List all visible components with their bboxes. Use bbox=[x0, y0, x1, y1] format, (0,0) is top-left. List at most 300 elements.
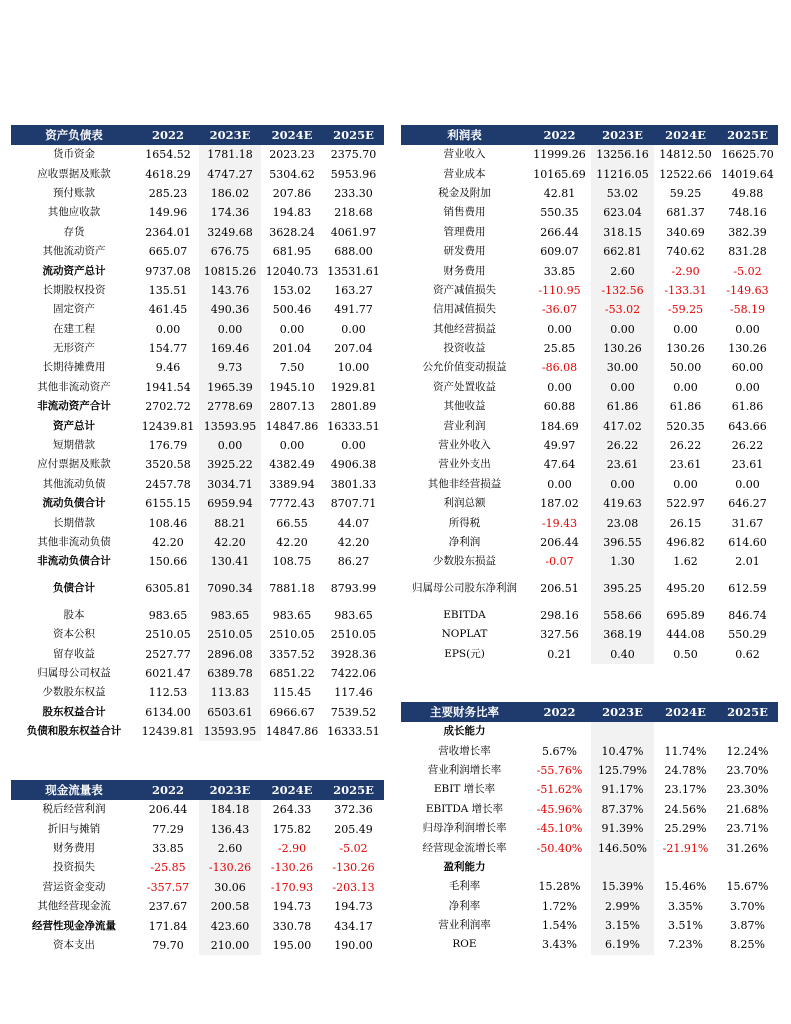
table-title: 资产负债表 bbox=[11, 125, 137, 145]
cell-value: 2510.05 bbox=[199, 625, 261, 644]
cell-value: 2364.01 bbox=[145, 225, 191, 239]
cell-value: 1.72% bbox=[542, 899, 577, 913]
cell-value: 0.00 bbox=[547, 477, 572, 491]
table-row bbox=[401, 320, 778, 339]
table-row bbox=[401, 533, 778, 552]
cell-value: -5.02 bbox=[339, 841, 368, 855]
cell-value: 150.66 bbox=[148, 555, 188, 569]
cell-value: 665.07 bbox=[148, 245, 188, 259]
table-row bbox=[401, 416, 778, 435]
row-label: 负债和股东权益合计 bbox=[26, 725, 122, 738]
cell-value: 233.30 bbox=[334, 186, 373, 200]
row-label: 在建工程 bbox=[53, 322, 95, 335]
cell-value: 1965.39 bbox=[199, 378, 261, 397]
cell-value: 6.19% bbox=[591, 935, 654, 954]
cell-value: 14812.50 bbox=[659, 148, 712, 162]
cell-value: 12040.73 bbox=[265, 264, 319, 278]
cell-value: 33.85 bbox=[152, 841, 184, 855]
table-row bbox=[401, 184, 778, 203]
table-row bbox=[11, 145, 384, 164]
table-row bbox=[11, 184, 384, 203]
table-row bbox=[11, 223, 384, 242]
table-row bbox=[401, 145, 778, 164]
row-label: 其他流动负债 bbox=[42, 477, 106, 490]
cell-value: 8707.71 bbox=[330, 497, 377, 511]
cell-value: 88.21 bbox=[199, 513, 261, 532]
cell-value: -149.63 bbox=[726, 283, 769, 297]
cell-value: 53.02 bbox=[591, 184, 654, 203]
table-row bbox=[401, 897, 778, 916]
cell-value: -36.07 bbox=[541, 303, 578, 317]
cell-value: 60.00 bbox=[731, 361, 764, 375]
cell-value: 7.50 bbox=[279, 361, 305, 375]
cell-value: 396.55 bbox=[591, 533, 654, 552]
cell-value: 175.82 bbox=[272, 822, 312, 836]
cell-value: -170.93 bbox=[270, 880, 314, 894]
row-label: 其他经营损益 bbox=[433, 322, 496, 335]
cell-value: 681.37 bbox=[666, 206, 705, 220]
cell-value: 190.00 bbox=[334, 938, 373, 952]
row-label: 营业利润率 bbox=[438, 919, 491, 932]
cell-value: 5.67% bbox=[542, 744, 577, 758]
cell-value: 0.50 bbox=[673, 647, 698, 661]
cell-value: 0.00 bbox=[199, 320, 261, 339]
cell-value: 4061.97 bbox=[330, 225, 377, 239]
row-label: 盈利能力 bbox=[443, 860, 486, 873]
row-label: 税金及附加 bbox=[438, 186, 491, 199]
cell-value: 2527.77 bbox=[145, 647, 191, 661]
table-row bbox=[401, 625, 778, 644]
cell-value: 218.68 bbox=[334, 206, 373, 220]
cell-value: 30.06 bbox=[199, 878, 261, 897]
row-label: 经营性现金净流量 bbox=[32, 919, 116, 932]
cell-value: 205.49 bbox=[334, 822, 373, 836]
row-label: 其他应收款 bbox=[47, 206, 101, 219]
table-row bbox=[11, 533, 384, 552]
row-label: 营运资金变动 bbox=[42, 880, 106, 893]
cell-value: 14847.86 bbox=[265, 725, 319, 739]
cell-value: 77.29 bbox=[152, 822, 184, 836]
row-label: 少数股东权益 bbox=[42, 686, 106, 699]
row-label: 归母净利润增长率 bbox=[422, 822, 507, 835]
cell-value: 23.08 bbox=[591, 513, 654, 532]
table-header-row bbox=[401, 702, 778, 722]
cell-value: 330.78 bbox=[272, 919, 312, 933]
cell-value: -2.90 bbox=[671, 264, 700, 278]
table-row bbox=[11, 261, 384, 280]
cell-value: 3801.33 bbox=[330, 477, 377, 491]
row-label: EPS(元) bbox=[444, 647, 485, 660]
cell-value: -25.85 bbox=[150, 861, 186, 875]
cell-value: -133.31 bbox=[664, 283, 707, 297]
cell-value: 0.00 bbox=[673, 380, 698, 394]
cell-value: -132.56 bbox=[591, 281, 654, 300]
cell-value: 0.00 bbox=[591, 320, 654, 339]
cell-value: 444.08 bbox=[666, 628, 705, 642]
cell-value: 0.00 bbox=[735, 477, 760, 491]
cell-value: 163.27 bbox=[334, 283, 373, 297]
cell-value: 983.65 bbox=[334, 608, 373, 622]
cell-value: 8.25% bbox=[730, 938, 765, 952]
cell-value: 9737.08 bbox=[145, 264, 191, 278]
table-row bbox=[11, 897, 384, 916]
cell-value: 195.00 bbox=[272, 938, 312, 952]
cell-value bbox=[591, 722, 654, 741]
cell-value: 11216.05 bbox=[591, 164, 654, 183]
table-row bbox=[401, 397, 778, 416]
column-header: 2025E bbox=[323, 125, 384, 145]
cell-value: 3249.68 bbox=[199, 223, 261, 242]
table-row bbox=[11, 513, 384, 532]
cell-value: 2023.23 bbox=[269, 148, 315, 162]
cell-value: 327.56 bbox=[540, 628, 579, 642]
row-label: 财务费用 bbox=[53, 841, 95, 854]
cell-value: 30.00 bbox=[591, 358, 654, 377]
cell-value: -0.07 bbox=[545, 555, 574, 569]
cell-value: 2.60 bbox=[591, 261, 654, 280]
row-label: 固定资产 bbox=[53, 303, 95, 316]
cell-value: 7090.34 bbox=[199, 572, 261, 606]
financial-ratio-table bbox=[401, 702, 778, 955]
table-row bbox=[11, 664, 384, 683]
table-title: 利润表 bbox=[401, 125, 528, 145]
cell-value: 0.00 bbox=[279, 322, 305, 336]
cell-value: 643.66 bbox=[728, 419, 767, 433]
table-row bbox=[11, 819, 384, 838]
balance-sheet-table bbox=[11, 125, 384, 741]
cell-value: 66.55 bbox=[276, 516, 308, 530]
column-header: 2023E bbox=[199, 780, 261, 800]
column-header: 2022 bbox=[137, 125, 199, 145]
cell-value: 113.83 bbox=[199, 683, 261, 702]
cell-value: 3925.22 bbox=[199, 455, 261, 474]
cell-value: 21.68% bbox=[726, 802, 769, 816]
column-header: 2022 bbox=[137, 780, 199, 800]
cell-value: 210.00 bbox=[199, 936, 261, 955]
cell-value bbox=[654, 858, 717, 877]
column-header: 2022 bbox=[528, 702, 591, 722]
cash-flow-table bbox=[11, 780, 384, 955]
cell-value: -21.91% bbox=[662, 841, 709, 855]
cell-value: 87.37% bbox=[591, 800, 654, 819]
table-row bbox=[11, 339, 384, 358]
cell-value: 201.04 bbox=[272, 342, 312, 356]
table-header-row bbox=[11, 125, 384, 145]
cell-value: 194.73 bbox=[334, 900, 373, 914]
cell-value: 6305.81 bbox=[145, 582, 191, 596]
table-row bbox=[11, 703, 384, 722]
row-label: NOPLAT bbox=[441, 628, 488, 641]
row-label: 管理费用 bbox=[443, 225, 486, 238]
table-row bbox=[11, 572, 384, 606]
cell-value: 1941.54 bbox=[145, 380, 191, 394]
cell-value: 10165.69 bbox=[533, 167, 586, 181]
table-row bbox=[11, 916, 384, 935]
cell-value: 2.60 bbox=[199, 839, 261, 858]
table-row bbox=[401, 339, 778, 358]
row-label: 财务费用 bbox=[443, 264, 486, 277]
cell-value bbox=[717, 858, 778, 877]
row-label: 留存收益 bbox=[53, 647, 95, 660]
cell-value: -203.13 bbox=[332, 880, 375, 894]
cell-value: 520.35 bbox=[666, 419, 705, 433]
row-label: 应收票据及账款 bbox=[37, 167, 111, 180]
cell-value: 382.39 bbox=[728, 225, 767, 239]
row-label: 营业利润 bbox=[443, 419, 486, 432]
cell-value: 419.63 bbox=[591, 494, 654, 513]
cell-value: 368.19 bbox=[591, 625, 654, 644]
cell-value: 495.20 bbox=[666, 582, 705, 596]
cell-value: 206.51 bbox=[540, 582, 579, 596]
cell-value: 0.00 bbox=[341, 439, 366, 453]
cell-value: 23.70% bbox=[726, 763, 769, 777]
cell-value: 42.20 bbox=[199, 533, 261, 552]
table-title: 现金流量表 bbox=[11, 780, 137, 800]
row-label: 研发费用 bbox=[443, 245, 486, 258]
table-row bbox=[401, 935, 778, 954]
cell-value: 184.18 bbox=[199, 800, 261, 819]
table-row bbox=[401, 242, 778, 261]
cell-value: 2.01 bbox=[735, 555, 760, 569]
cell-value: 143.76 bbox=[199, 281, 261, 300]
cell-value: 149.96 bbox=[148, 206, 188, 220]
cell-value: 10.00 bbox=[337, 361, 370, 375]
cell-value: 13531.61 bbox=[327, 264, 380, 278]
table-header-row bbox=[11, 780, 384, 800]
table-row bbox=[401, 552, 778, 571]
cell-value: 153.02 bbox=[272, 283, 312, 297]
cell-value: 31.67 bbox=[731, 516, 764, 530]
cell-value: 6966.67 bbox=[269, 705, 315, 719]
cell-value: 0.40 bbox=[591, 644, 654, 663]
cell-value: 0.00 bbox=[673, 322, 698, 336]
cell-value: -58.19 bbox=[729, 303, 766, 317]
table-row bbox=[11, 397, 384, 416]
row-label: 资产处置收益 bbox=[433, 380, 496, 393]
cell-value: 7539.52 bbox=[330, 705, 377, 719]
row-label: 存货 bbox=[63, 225, 85, 238]
table-row bbox=[401, 494, 778, 513]
cell-value: 340.69 bbox=[666, 225, 705, 239]
cell-value: 169.46 bbox=[199, 339, 261, 358]
row-label: 非流动负债合计 bbox=[37, 555, 111, 568]
cell-value: 3628.24 bbox=[269, 225, 315, 239]
column-header: 2024E bbox=[654, 702, 717, 722]
table-row bbox=[401, 475, 778, 494]
cell-value: 740.62 bbox=[666, 245, 705, 259]
cell-value: 14019.64 bbox=[721, 167, 774, 181]
table-row bbox=[11, 722, 384, 741]
income-statement-table bbox=[401, 125, 778, 664]
table-row bbox=[11, 281, 384, 300]
cell-value: 13593.95 bbox=[199, 416, 261, 435]
cell-value: 47.64 bbox=[543, 458, 576, 472]
cell-value: 200.58 bbox=[199, 897, 261, 916]
cell-value: 6155.15 bbox=[145, 497, 191, 511]
cell-value: 16333.51 bbox=[327, 725, 380, 739]
cell-value: 237.67 bbox=[148, 900, 188, 914]
cell-value: 0.21 bbox=[547, 647, 572, 661]
cell-value: 748.16 bbox=[728, 206, 767, 220]
cell-value: 108.75 bbox=[272, 555, 312, 569]
cell-value: 184.69 bbox=[540, 419, 579, 433]
table-row bbox=[401, 223, 778, 242]
row-label: 其他非流动资产 bbox=[37, 380, 111, 393]
cell-value: 7422.06 bbox=[330, 666, 377, 680]
column-header: 2025E bbox=[323, 780, 384, 800]
row-label: 公允价值变动损益 bbox=[422, 361, 507, 374]
row-label: 其他收益 bbox=[443, 400, 486, 413]
cell-value: 3.35% bbox=[668, 899, 703, 913]
cell-value: 176.79 bbox=[148, 439, 188, 453]
row-label: 投资损失 bbox=[53, 861, 95, 874]
cell-value: 16333.51 bbox=[327, 419, 380, 433]
table-row bbox=[401, 761, 778, 780]
cell-value: -130.26 bbox=[270, 861, 314, 875]
cell-value: 7772.43 bbox=[269, 497, 315, 511]
cell-value: 550.29 bbox=[728, 628, 767, 642]
cell-value: 490.36 bbox=[199, 300, 261, 319]
cell-value: 2702.72 bbox=[145, 400, 191, 414]
row-label: 长期借款 bbox=[53, 516, 95, 529]
cell-value bbox=[654, 722, 717, 741]
row-label: 少数股东损益 bbox=[433, 555, 496, 568]
cell-value: -59.25 bbox=[667, 303, 704, 317]
table-title: 主要财务比率 bbox=[401, 702, 528, 722]
cell-value: 5953.96 bbox=[330, 167, 377, 181]
cell-value: 2778.69 bbox=[199, 397, 261, 416]
table-row bbox=[401, 455, 778, 474]
cell-value: 13256.16 bbox=[591, 145, 654, 164]
row-label: ROE bbox=[452, 938, 477, 951]
cell-value: 3.43% bbox=[542, 938, 577, 952]
cell-value: 2.99% bbox=[591, 897, 654, 916]
column-header: 2024E bbox=[261, 780, 323, 800]
row-label: 其他非经营损益 bbox=[427, 477, 502, 490]
cell-value: 0.00 bbox=[547, 322, 572, 336]
cell-value: 3928.36 bbox=[330, 647, 377, 661]
row-label: 预付账款 bbox=[53, 186, 95, 199]
cell-value: 6134.00 bbox=[145, 705, 191, 719]
row-label: 短期借款 bbox=[53, 439, 95, 452]
cell-value: 623.04 bbox=[591, 203, 654, 222]
table-header-row bbox=[401, 125, 778, 145]
table-row bbox=[401, 378, 778, 397]
row-label: 折旧与摊销 bbox=[47, 822, 101, 835]
table-row bbox=[401, 644, 778, 663]
cell-value: 1654.52 bbox=[145, 148, 191, 162]
cell-value: 130.26 bbox=[728, 342, 767, 356]
table-row bbox=[401, 164, 778, 183]
row-label: 应付票据及账款 bbox=[37, 458, 111, 471]
cell-value: 6389.78 bbox=[199, 664, 261, 683]
cell-value: 42.81 bbox=[543, 186, 576, 200]
cell-value: -51.62% bbox=[536, 783, 583, 797]
cell-value: 1945.10 bbox=[269, 380, 315, 394]
cell-value: 61.86 bbox=[669, 400, 702, 414]
cell-value: 831.28 bbox=[728, 245, 767, 259]
cell-value: 2896.08 bbox=[199, 644, 261, 663]
table-row bbox=[11, 358, 384, 377]
cell-value: 983.65 bbox=[148, 608, 188, 622]
row-label: 营业外收入 bbox=[438, 439, 491, 452]
cell-value: 9.73 bbox=[199, 358, 261, 377]
cell-value: 117.46 bbox=[334, 686, 373, 700]
cell-value: 3.70% bbox=[730, 899, 765, 913]
cell-value: 187.02 bbox=[540, 497, 579, 511]
table-row bbox=[11, 378, 384, 397]
cell-value: 298.16 bbox=[540, 608, 579, 622]
cell-value: 10815.26 bbox=[199, 261, 261, 280]
cell-value: 23.61 bbox=[669, 458, 702, 472]
cell-value: 26.22 bbox=[731, 439, 764, 453]
cell-value: 6851.22 bbox=[269, 666, 315, 680]
cell-value: 2807.13 bbox=[269, 400, 315, 414]
row-label: 流动资产总计 bbox=[42, 264, 106, 277]
cell-value: 0.62 bbox=[735, 647, 760, 661]
column-header: 2025E bbox=[717, 702, 778, 722]
cell-value: 194.83 bbox=[272, 206, 312, 220]
cell-value: 42.20 bbox=[276, 536, 308, 549]
cell-value: 7881.18 bbox=[269, 582, 315, 596]
column-header: 2024E bbox=[261, 125, 323, 145]
cell-value: 12.24% bbox=[726, 744, 769, 758]
table-row bbox=[11, 858, 384, 877]
cell-value: -55.76% bbox=[536, 763, 583, 777]
row-label: 利润总额 bbox=[443, 497, 486, 510]
cell-value: 91.17% bbox=[591, 780, 654, 799]
row-label: EBITDA 增长率 bbox=[425, 802, 504, 815]
cell-value: 3.51% bbox=[668, 919, 703, 933]
row-label: 净利润 bbox=[448, 536, 481, 548]
cell-value: 0.00 bbox=[199, 436, 261, 455]
cell-value: 26.15 bbox=[669, 516, 702, 530]
table-row bbox=[11, 839, 384, 858]
cell-value: 23.17% bbox=[664, 783, 707, 797]
cell-value: 154.77 bbox=[148, 342, 188, 356]
cell-value: 49.88 bbox=[731, 186, 764, 200]
cell-value: 8793.99 bbox=[330, 582, 377, 596]
cell-value: 417.02 bbox=[591, 416, 654, 435]
cell-value: 146.50% bbox=[591, 838, 654, 857]
cell-value: 983.65 bbox=[199, 606, 261, 625]
table-row bbox=[11, 625, 384, 644]
table-row bbox=[401, 780, 778, 799]
table-row bbox=[11, 203, 384, 222]
cell-value: 3.15% bbox=[591, 916, 654, 935]
cell-value: 61.86 bbox=[591, 397, 654, 416]
cell-value: 0.00 bbox=[735, 380, 760, 394]
cell-value: 318.15 bbox=[591, 223, 654, 242]
cell-value: 3034.71 bbox=[199, 475, 261, 494]
row-label: 净利率 bbox=[448, 899, 481, 912]
row-label: 无形资产 bbox=[53, 342, 95, 355]
cell-value bbox=[591, 858, 654, 877]
cell-value: 0.00 bbox=[279, 439, 305, 453]
cell-value: 15.28% bbox=[538, 880, 581, 894]
cell-value: 2510.05 bbox=[330, 628, 377, 642]
cell-value: 59.25 bbox=[669, 186, 702, 200]
cell-value: -2.90 bbox=[277, 841, 307, 855]
cell-value: 3357.52 bbox=[269, 647, 315, 661]
cell-value: 86.27 bbox=[337, 555, 370, 569]
cell-value: -45.96% bbox=[536, 802, 583, 816]
cell-value: 6959.94 bbox=[199, 494, 261, 513]
row-label: 流动负债合计 bbox=[42, 497, 106, 510]
cell-value: 25.85 bbox=[543, 342, 576, 356]
cell-value: 558.66 bbox=[591, 606, 654, 625]
cell-value: 31.26% bbox=[726, 841, 769, 855]
